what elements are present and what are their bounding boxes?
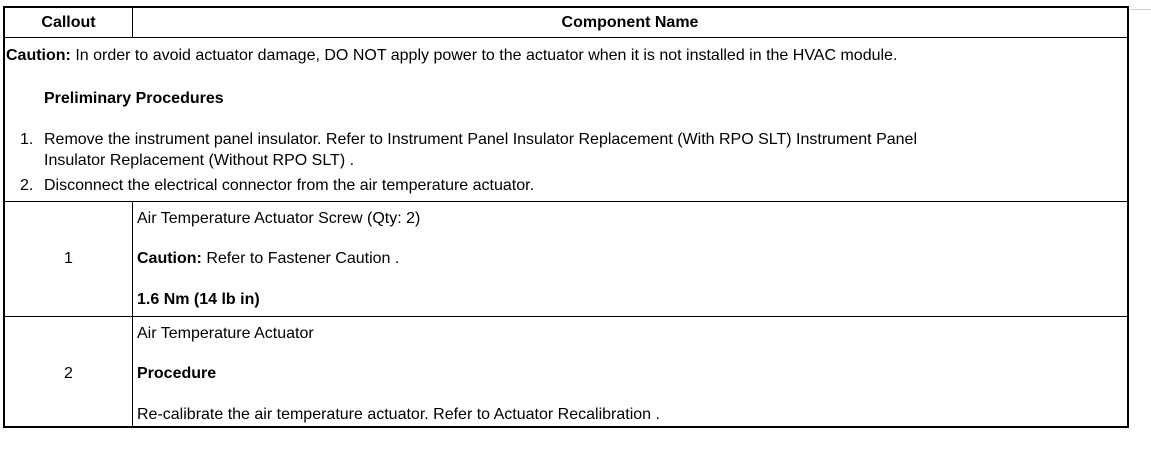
callout-number: 2 (64, 365, 73, 382)
caution-text: In order to avoid actuator damage, DO NOT apply power to the actuator when it is not installed in the HVAC module. (75, 47, 898, 64)
table-header-row (5, 8, 1127, 37)
top-rule (1129, 9, 1151, 10)
fastener-caution (137, 250, 399, 268)
table-row (5, 317, 1127, 428)
header-component-name: Component Name (561, 14, 699, 31)
step-text: Disconnect the electrical connector from the air temperature actuator. (44, 177, 535, 194)
preliminary-heading: Preliminary Procedures (44, 90, 224, 107)
header-divider (132, 8, 133, 37)
row-divider (132, 317, 133, 428)
component-name: Air Temperature Actuator Screw (Qty: 2) (137, 210, 421, 227)
torque-spec: 1.6 Nm (14 lb in) (137, 291, 260, 308)
caution-line (6, 47, 897, 65)
step-number: 2. (20, 177, 34, 194)
procedure-text: Re-calibrate the air temperature actuator. Refer to Actuator Recalibration . (137, 406, 660, 423)
caution-label: Caution: (6, 47, 71, 64)
caution-label: Caution: (137, 250, 202, 267)
table-row (5, 202, 1127, 316)
header-callout: Callout (41, 14, 96, 31)
procedure-table (3, 6, 1129, 428)
caution-block (5, 38, 1127, 201)
step-number: 1. (20, 131, 34, 148)
component-name: Air Temperature Actuator (137, 325, 314, 342)
caution-text: Refer to Fastener Caution . (206, 250, 400, 267)
step-text-continued: Insulator Replacement (Without RPO SLT) . (44, 152, 355, 169)
step-text: Remove the instrument panel insulator. Refer to Instrument Panel Insulator Replacement (With RPO SLT) Instrument Panel (44, 131, 917, 148)
procedure-heading: Procedure (137, 365, 217, 382)
row-divider (132, 202, 133, 316)
callout-number: 1 (64, 250, 73, 267)
